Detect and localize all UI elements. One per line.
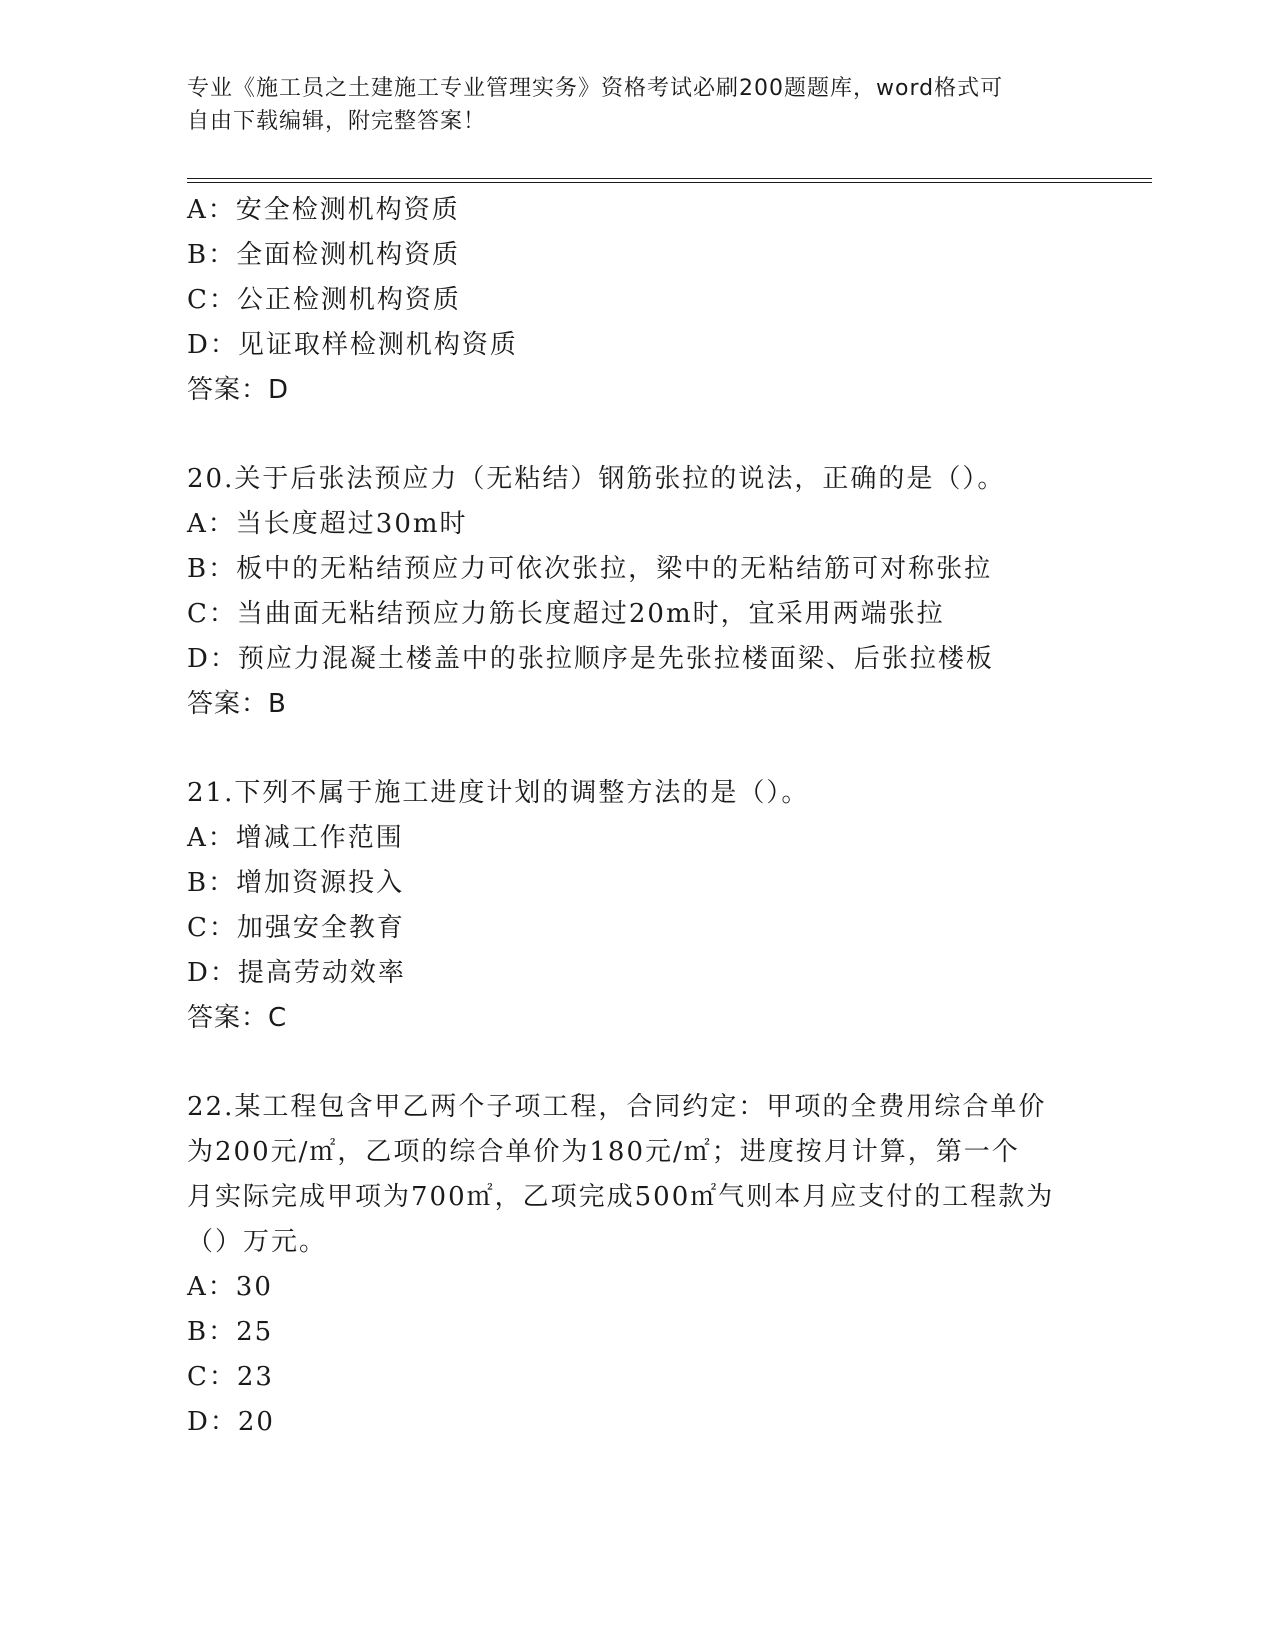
q20-question: 20.关于后张法预应力（无粘结）钢筋张拉的说法，正确的是（）。 <box>187 464 1006 494</box>
q20-option-d: D：预应力混凝土楼盖中的张拉顺序是先张拉楼面梁、后张拉楼板 <box>187 644 994 674</box>
q20-answer: 答案：B <box>187 689 287 719</box>
q19-option-a: A：安全检测机构资质 <box>187 195 460 225</box>
document-header <box>187 72 1067 138</box>
q20-option-c: C：当曲面无粘结预应力筋长度超过20m时，宜采用两端张拉 <box>187 599 945 629</box>
q21-option-a: A：增减工作范围 <box>187 823 404 853</box>
q19-option-b: B：全面检测机构资质 <box>187 240 461 270</box>
q21-option-d: D：提高劳动效率 <box>187 958 406 988</box>
q22-option-a: A：30 <box>187 1272 273 1302</box>
header-line-2: 自由下载编辑，附完整答案！ <box>187 109 487 134</box>
q22-option-c: C：23 <box>187 1362 274 1392</box>
q22-question-line-3: 月实际完成甲项为700㎡，乙项完成500㎡气则本月应支付的工程款为 <box>187 1182 1055 1212</box>
header-line-1: 专业《施工员之土建施工专业管理实务》资格考试必刷200题题库，word格式可 <box>187 76 1004 101</box>
q22-question-line-4: （）万元。 <box>187 1227 328 1257</box>
q20-option-b: B：板中的无粘结预应力可依次张拉，梁中的无粘结筋可对称张拉 <box>187 554 993 584</box>
q22-question-line-1: 22.某工程包含甲乙两个子项工程，合同约定：甲项的全费用综合单价 <box>187 1092 1047 1122</box>
q21-answer: 答案：C <box>187 1003 288 1033</box>
q20-option-a: A：当长度超过30m时 <box>187 509 468 539</box>
header-divider-bottom <box>187 182 1152 183</box>
q22-option-d: D：20 <box>187 1407 275 1437</box>
q21-question: 21.下列不属于施工进度计划的调整方法的是（）。 <box>187 778 810 808</box>
q21-option-b: B：增加资源投入 <box>187 868 405 898</box>
header-divider-top <box>187 178 1152 179</box>
q19-option-c: C：公正检测机构资质 <box>187 285 461 315</box>
q22-question-line-2: 为200元/㎡，乙项的综合单价为180元/㎡；进度按月计算，第一个 <box>187 1137 1020 1167</box>
q19-option-d: D：见证取样检测机构资质 <box>187 330 518 360</box>
q19-answer: 答案：D <box>187 375 290 405</box>
q21-option-c: C：加强安全教育 <box>187 913 405 943</box>
q22-option-b: B：25 <box>187 1317 274 1347</box>
